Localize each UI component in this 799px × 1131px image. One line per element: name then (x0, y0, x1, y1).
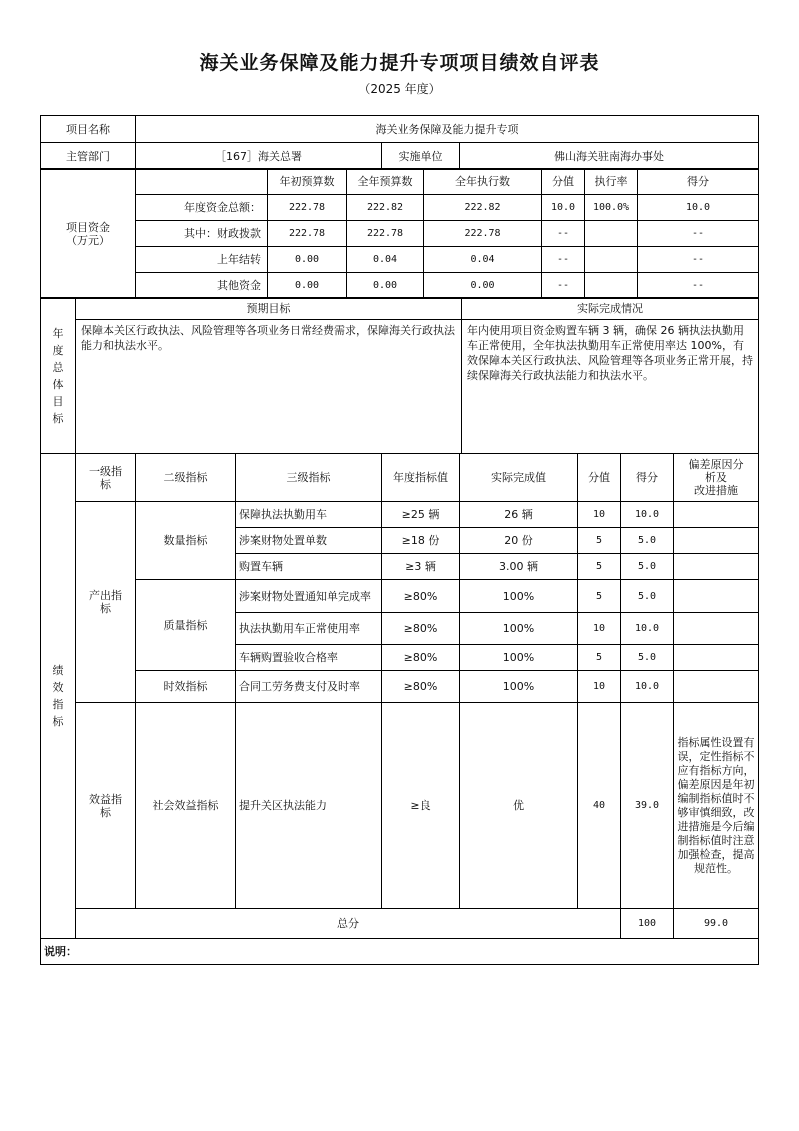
funds-cell: -- (638, 221, 759, 247)
performance-header-row (41, 454, 759, 502)
total-score-value: 100 (621, 909, 674, 939)
evaluation-table (40, 115, 759, 170)
indicator-row (41, 703, 759, 909)
total-score: 99.0 (674, 909, 759, 939)
indicator-reason (674, 554, 759, 580)
indicator-annual: ≥18 份 (382, 528, 460, 554)
funds-cell: 0.04 (424, 247, 542, 273)
funds-cell: 0.04 (347, 247, 424, 273)
social-benefit-label: 社会效益指标 (136, 703, 236, 909)
funds-cell: -- (638, 273, 759, 299)
indicator-reason (674, 645, 759, 671)
indicator-row (41, 671, 759, 703)
funds-header-annual: 全年预算数 (347, 169, 424, 195)
indicator-reason (674, 502, 759, 528)
funds-header-blank (136, 169, 268, 195)
funds-header-score: 得分 (638, 169, 759, 195)
indicator-reason (674, 613, 759, 645)
funds-cell: 0.00 (347, 273, 424, 299)
funds-cell: 222.78 (268, 195, 347, 221)
performance-label: 绩 效 指 标 (41, 454, 76, 939)
indicator-reason (674, 671, 759, 703)
quantity-indicator-label: 数量指标 (136, 502, 236, 580)
reason-header: 偏差原因分 析及 改进措施 (674, 454, 759, 502)
indicator-score-value: 10 (578, 671, 621, 703)
funds-cell: 100.0% (585, 195, 638, 221)
funds-row-label: 年度资金总额： (136, 195, 268, 221)
indicator-score: 5.0 (621, 554, 674, 580)
expected-goal-text: 保障本关区行政执法、风险管理等各项业务日常经费需求，保障海关行政执法能力和执法水平。 (76, 320, 462, 454)
project-name-row (41, 116, 759, 143)
goals-header-row (41, 298, 759, 320)
funds-cell: 222.82 (424, 195, 542, 221)
output-indicator-label: 产出指 标 (76, 502, 136, 703)
indicator-annual: ≥80% (382, 671, 460, 703)
indicator-name: 提升关区执法能力 (236, 703, 382, 909)
implementer-label: 实施单位 (382, 143, 460, 170)
indicator-score: 10.0 (621, 671, 674, 703)
funds-row-label: 上年结转 (136, 247, 268, 273)
funds-row-label: 其他资金 (136, 273, 268, 299)
indicator-score: 5.0 (621, 580, 674, 613)
indicator-actual: 100% (460, 613, 578, 645)
indicator-score: 5.0 (621, 645, 674, 671)
goals-content-row (41, 320, 759, 454)
indicator-score-value: 40 (578, 703, 621, 909)
department-value: ［167］海关总署 (136, 143, 382, 170)
total-label: 总分 (76, 909, 621, 939)
level3-header: 三级指标 (236, 454, 382, 502)
indicator-actual: 100% (460, 580, 578, 613)
indicator-annual: ≥80% (382, 580, 460, 613)
funds-row (41, 247, 759, 273)
indicator-name: 涉案财物处置通知单完成率 (236, 580, 382, 613)
indicator-row (41, 580, 759, 613)
indicator-annual: ≥80% (382, 613, 460, 645)
project-name-value: 海关业务保障及能力提升专项 (136, 116, 759, 143)
funds-cell (585, 273, 638, 299)
funds-cell: 0.00 (268, 247, 347, 273)
indicator-score-value: 10 (578, 613, 621, 645)
funds-cell (585, 221, 638, 247)
funds-cell: 10.0 (638, 195, 759, 221)
score-header: 得分 (621, 454, 674, 502)
indicator-annual: ≥80% (382, 645, 460, 671)
funds-header-rate: 执行率 (585, 169, 638, 195)
indicator-actual: 100% (460, 671, 578, 703)
indicator-actual: 26 辆 (460, 502, 578, 528)
project-name-label: 项目名称 (41, 116, 136, 143)
indicator-score: 39.0 (621, 703, 674, 909)
funds-row (41, 195, 759, 221)
indicator-actual: 3.00 辆 (460, 554, 578, 580)
level2-header: 二级指标 (136, 454, 236, 502)
indicator-name: 车辆购置验收合格率 (236, 645, 382, 671)
indicator-reason (674, 580, 759, 613)
level1-header: 一级指 标 (76, 454, 136, 502)
quality-indicator-label: 质量指标 (136, 580, 236, 671)
funds-row (41, 273, 759, 299)
funds-header-row (41, 169, 759, 195)
indicator-actual: 优 (460, 703, 578, 909)
expected-goal-label: 预期目标 (76, 298, 462, 320)
indicator-name: 购置车辆 (236, 554, 382, 580)
goals-label: 年 度 总 体 目 标 (41, 298, 76, 454)
indicator-actual: 20 份 (460, 528, 578, 554)
indicator-score: 10.0 (621, 502, 674, 528)
annual-target-header: 年度指标值 (382, 454, 460, 502)
actual-value-header: 实际完成值 (460, 454, 578, 502)
indicator-score-value: 5 (578, 554, 621, 580)
indicator-score: 5.0 (621, 528, 674, 554)
indicator-name: 保障执法执勤用车 (236, 502, 382, 528)
goals-table (40, 297, 759, 454)
score-value-header: 分值 (578, 454, 621, 502)
funds-cell: 0.00 (424, 273, 542, 299)
funds-label: 项目资金 （万元） (41, 169, 136, 299)
note-row (41, 939, 759, 965)
indicator-name: 涉案财物处置单数 (236, 528, 382, 554)
funds-cell: -- (542, 273, 585, 299)
total-row (41, 909, 759, 939)
department-label: 主管部门 (41, 143, 136, 170)
indicator-name: 执法执勤用车正常使用率 (236, 613, 382, 645)
implementer-value: 佛山海关驻南海办事处 (460, 143, 759, 170)
performance-table (40, 453, 759, 965)
funds-cell: 222.78 (347, 221, 424, 247)
indicator-reason: 指标属性设置有误，定性指标不应有指标方向，偏差原因是年初编制指标值时不够审慎细致，改进措施是今后编制指标值时注意加强检查，提高规范性。 (674, 703, 759, 909)
indicator-score-value: 5 (578, 645, 621, 671)
funds-row-label: 其中：财政拨款 (136, 221, 268, 247)
funds-cell (585, 247, 638, 273)
funds-cell: 10.0 (542, 195, 585, 221)
funds-cell: 222.78 (424, 221, 542, 247)
actual-goal-label: 实际完成情况 (462, 298, 759, 320)
indicator-annual: ≥良 (382, 703, 460, 909)
timeliness-indicator-label: 时效指标 (136, 671, 236, 703)
indicator-annual: ≥3 辆 (382, 554, 460, 580)
funds-header-initial: 年初预算数 (268, 169, 347, 195)
indicator-name: 合同工劳务费支付及时率 (236, 671, 382, 703)
page-subtitle: （2025 年度） (358, 82, 441, 96)
funds-table (40, 168, 759, 299)
indicator-reason (674, 528, 759, 554)
indicator-row (41, 502, 759, 528)
benefit-indicator-label: 效益指 标 (76, 703, 136, 909)
funds-cell: -- (542, 221, 585, 247)
funds-cell: -- (638, 247, 759, 273)
indicator-score-value: 5 (578, 528, 621, 554)
department-row (41, 143, 759, 170)
funds-cell: 222.82 (347, 195, 424, 221)
funds-header-executed: 全年执行数 (424, 169, 542, 195)
funds-row (41, 221, 759, 247)
indicator-score: 10.0 (621, 613, 674, 645)
page-title: 海关业务保障及能力提升专项项目绩效自评表 (199, 52, 600, 74)
funds-cell: 222.78 (268, 221, 347, 247)
actual-goal-text: 年内使用项目资金购置车辆 3 辆，确保 26 辆执法执勤用车正常使用，全年执法执勤用车正常使用率达 100%，有效保障本关区行政执法、风险管理等各项业务正常开展，持续保障海关行政执法能力和执法水平。 (462, 320, 759, 454)
indicator-score-value: 5 (578, 580, 621, 613)
note-label: 说明： (41, 939, 759, 965)
funds-cell: 0.00 (268, 273, 347, 299)
funds-header-score-value: 分值 (542, 169, 585, 195)
indicator-actual: 100% (460, 645, 578, 671)
indicator-annual: ≥25 辆 (382, 502, 460, 528)
funds-cell: -- (542, 247, 585, 273)
indicator-score-value: 10 (578, 502, 621, 528)
